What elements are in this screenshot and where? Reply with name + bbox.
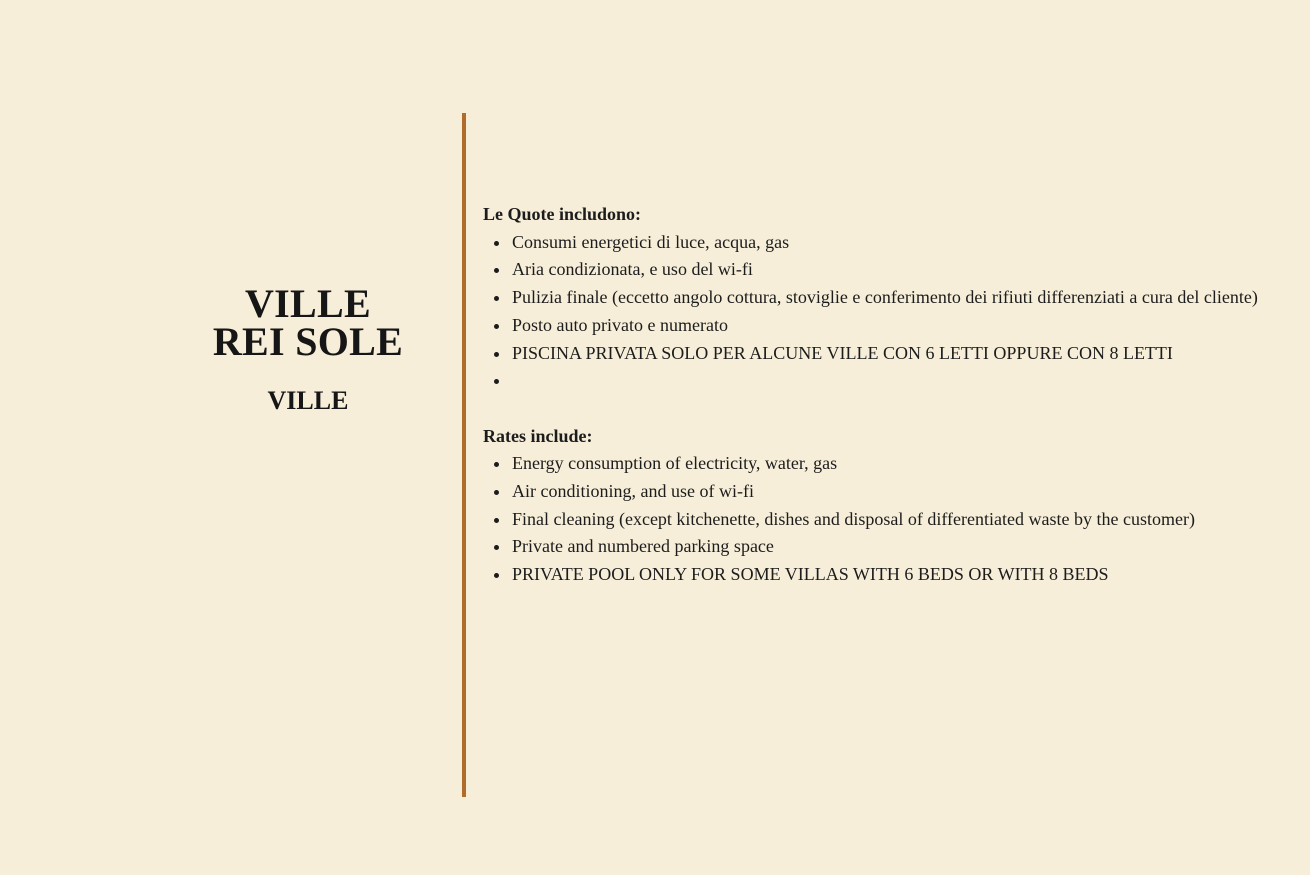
rates-content — [483, 201, 1283, 589]
english-list — [483, 450, 1283, 589]
page-title — [170, 281, 446, 364]
list-item: Consumi energetici di luce, acqua, gas — [512, 229, 1283, 257]
section-gap — [483, 395, 1283, 423]
list-item: Aria condizionata, e uso del wi-fi — [512, 256, 1283, 284]
vertical-divider — [462, 113, 466, 797]
list-item: PISCINA PRIVATA SOLO PER ALCUNE VILLE CON 6 LETTI OPPURE CON 8 LETTI — [512, 340, 1283, 368]
italian-heading: Le Quote includono: — [483, 204, 642, 224]
italian-list — [483, 229, 1283, 395]
page-subtitle: VILLE — [267, 386, 349, 415]
title-line-1: VILLE — [245, 281, 371, 326]
english-heading: Rates include: — [483, 425, 593, 446]
list-item-empty — [512, 367, 1283, 395]
list-item: PRIVATE POOL ONLY FOR SOME VILLAS WITH 6 BEDS OR WITH 8 BEDS — [512, 561, 1283, 589]
title-line-2: REI SOLE — [212, 319, 404, 364]
list-item: Final cleaning (except kitchenette, dishes and disposal of differentiated waste by the customer) — [512, 506, 1283, 534]
title-block — [170, 281, 446, 416]
list-item: Pulizia finale (eccetto angolo cottura, stoviglie e conferimento dei rifiuti differenziati a cura del cliente) — [512, 284, 1283, 312]
list-item: Posto auto privato e numerato — [512, 312, 1283, 340]
list-item: Private and numbered parking space — [512, 533, 1283, 561]
list-item: Air conditioning, and use of wi-fi — [512, 478, 1283, 506]
list-item: Energy consumption of electricity, water, gas — [512, 450, 1283, 478]
